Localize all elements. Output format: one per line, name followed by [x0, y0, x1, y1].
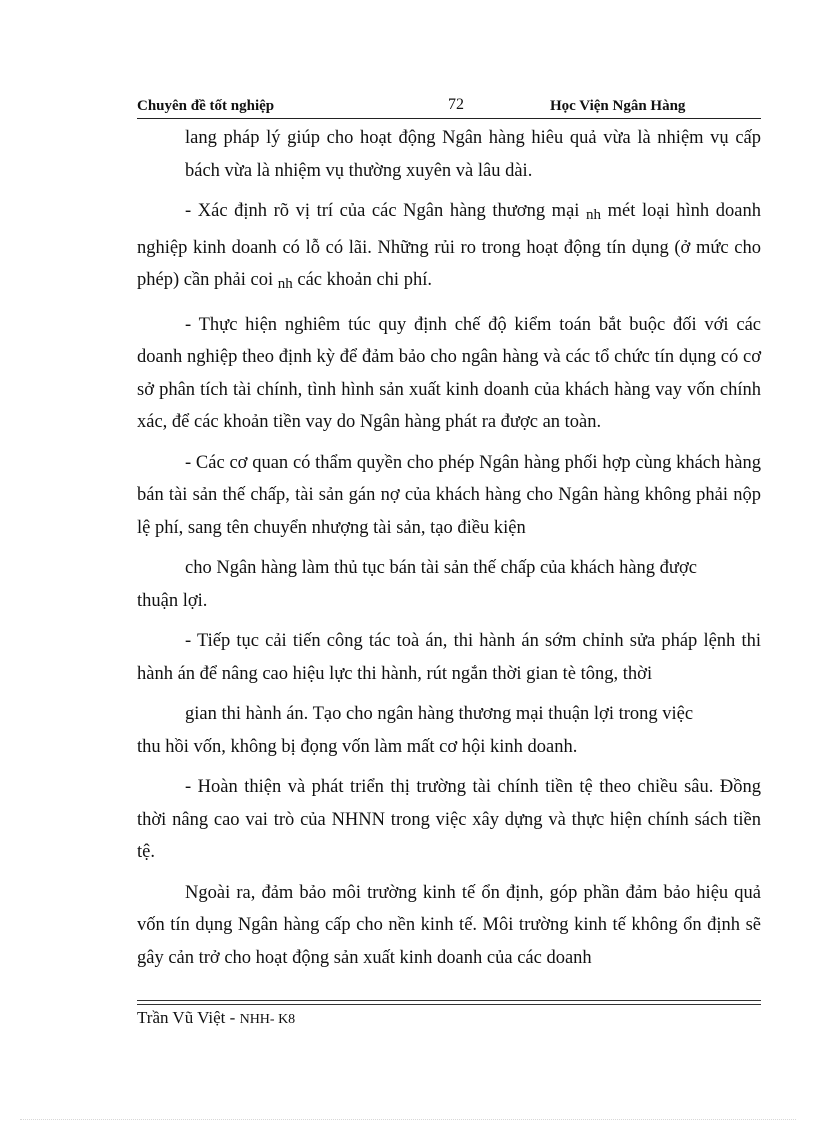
abbrev-nh: nh: [277, 276, 293, 292]
paragraph-collateral-cont: cho Ngân hàng làm thủ tục bán tài sản thế chấp của khách hàng được: [185, 558, 697, 578]
text-run: các khoản chi phí.: [292, 270, 432, 290]
paragraph-continuation: lang pháp lý giúp cho hoạt động Ngân hàng hiêu quả vừa là nhiệm vụ cấp bách vừa là nhiệm vụ thường xuyên và lâu dài.: [185, 128, 761, 181]
paragraph-collateral-end: thuận lợi.: [137, 590, 208, 611]
footer-author: Trần Vũ Việt -: [137, 1008, 240, 1027]
header-institution: Học Viện Ngân Hàng: [550, 98, 686, 114]
paragraph-collateral: - Các cơ quan có thẩm quyền cho phép Ngân hàng phối hợp cùng khách hàng bán tài sản thế chấp, tài sản gán nợ của khách hàng cho Ngân hàng không phải nộp lệ phí, sang tên chuyển nhượng tài sản, tạo điều kiện: [137, 452, 761, 538]
paragraph-financial-market: - Hoàn thiện và phát triển thị trường tài chính tiền tệ theo chiều sâu. Đồng thời nâng cao vai trò của NHNN trong việc xây dựng và thực hiện chính sách tiền tệ.: [137, 777, 761, 862]
page-footer: [137, 1008, 295, 1028]
abbrev-nh: nh: [586, 207, 602, 223]
paragraph-court: - Tiếp tục cải tiến công tác toà án, thi hành án sớm chỉnh sửa pháp lệnh thi hành án để nâng cao hiệu lực thi hành, rút ngắn thời gian tè tông, thời: [137, 631, 761, 684]
paragraph-court-cont: gian thi hành án. Tạo cho ngân hàng thương mại thuận lợi trong việc: [185, 704, 694, 724]
page-header: [137, 96, 761, 119]
footer-class-code: NHH- K8: [239, 1012, 296, 1027]
page-number: 72: [448, 96, 464, 113]
text-run: mét loại hình doanh nghiệp kinh doanh có lỗ có lãi. Những rủi ro trong hoạt động tín dụng (ở mức cho phép) cần phải coi: [137, 201, 761, 290]
paragraph-bank-position: [137, 195, 761, 301]
paragraph-economic-environment: Ngoài ra, đảm bảo môi trường kinh tế ổn định, góp phần đảm bảo hiệu quả vốn tín dụng Ngân hàng cấp cho nền kinh tế. Môi trường kinh tế không ổn định sẽ gây cản trở cho hoạt động sản xuất kinh doanh của các doanh: [137, 882, 761, 968]
paragraph-audit: - Thực hiện nghiêm túc quy định chế độ kiểm toán bắt buộc đối với các doanh nghiệp theo định kỳ để đảm bảo cho ngân hàng và các tổ chức tín dụng có cơ sở phân tích tài chính, tình hình sản xuất kinh doanh của khách hàng vay vốn chính xác, để các khoản tiền vay do Ngân hàng phát ra được an toàn.: [137, 314, 761, 432]
paragraph-court-end: thu hồi vốn, không bị đọng vốn làm mất cơ hội kinh doanh.: [137, 736, 578, 757]
page-bottom-border: [20, 1119, 796, 1120]
header-thesis-label: Chuyên đề tốt nghiệp: [137, 98, 275, 114]
text-run: - Xác định rõ vị trí của các Ngân hàng thương mại: [185, 201, 587, 221]
document-body: [137, 122, 761, 974]
footer-divider: [137, 1000, 761, 1005]
